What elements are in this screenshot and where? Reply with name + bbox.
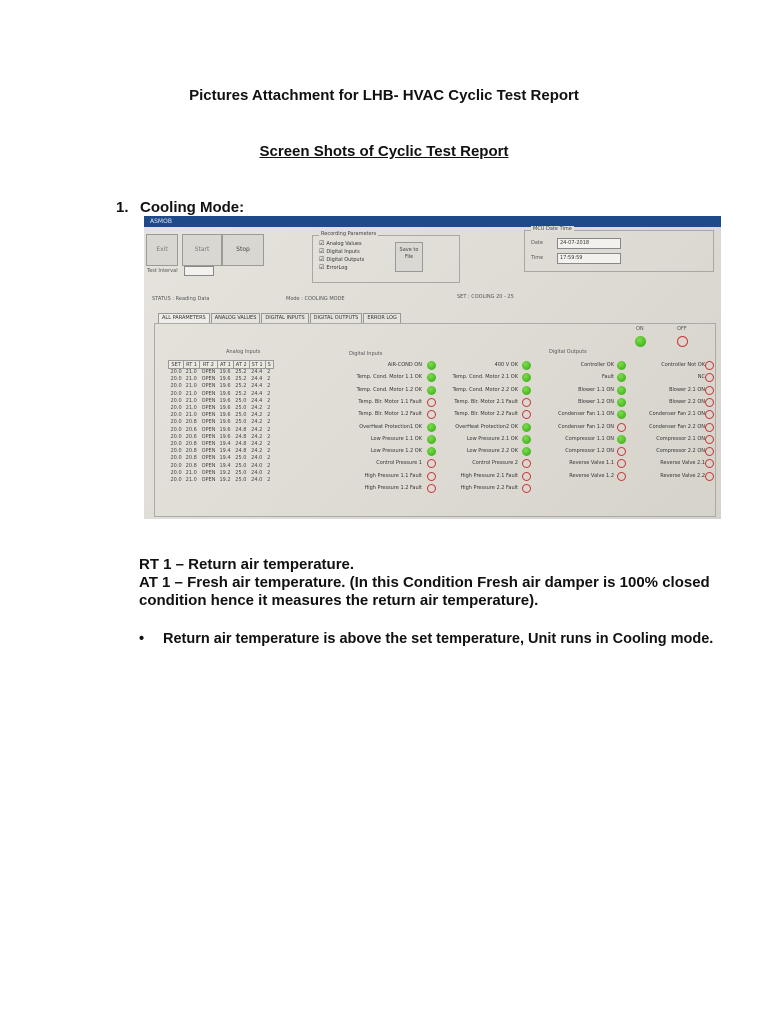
digital-outputs-label: Compressor 2.2 ON [656,448,705,455]
table-cell: 20.8 [185,455,197,462]
table-cell: 2 [267,405,271,412]
table-cell: 24.2 [251,412,263,419]
analog-header-6: S [265,361,273,369]
table-row [169,383,274,390]
table-cell: 24.4 [251,390,263,397]
status-indicator-icon [522,484,531,493]
table-cell: 19.6 [219,390,231,397]
legend-on-label: ON [636,326,644,332]
table-cell: 24.2 [251,405,263,412]
mode-text: Mode : COOLING MODE [286,296,345,302]
tab-all-parameters[interactable]: ALL PARAMETERS [158,313,210,323]
digital-inputs-label: OverHeat Protection1 OK [359,423,422,430]
digital-inputs-label: AIR-COND ON [387,362,422,368]
table-cell: OPEN [201,440,216,447]
tab-analog-values[interactable]: ANALOG VALUES [211,313,261,323]
analog-inputs-table [168,360,274,484]
table-cell: 20.8 [185,440,197,447]
table-cell: 25.2 [235,390,247,397]
table-cell: 25.0 [235,462,247,469]
table-cell: 25.0 [235,405,247,412]
digital-inputs-label: 400 V OK [494,362,518,368]
test-interval-label: Test Interval [147,268,178,274]
digital-inputs-label: Temp. Cond. Motor 2.1 OK [452,374,518,381]
table-cell: 2 [267,419,271,426]
digital-inputs-label: Low Pressure 1.2 OK [370,448,422,455]
table-cell: 20.0 [170,455,182,462]
table-row [169,376,274,383]
status-indicator-icon [522,398,531,407]
status-indicator-icon [522,423,531,432]
table-cell: 19.6 [219,419,231,426]
time-field[interactable]: 17:59:59 [557,253,621,264]
status-indicator-icon [617,472,626,481]
table-cell: 24.4 [251,397,263,404]
table-cell: 24.0 [251,476,263,483]
table-cell: OPEN [201,469,216,476]
table-cell: 20.0 [170,426,182,433]
table-row [169,455,274,462]
digital-outputs-label: NC [697,374,705,381]
option-analog-values[interactable]: ☑ Analog Values [319,240,364,248]
table-row [169,405,274,412]
option-digital-inputs[interactable]: ☑ Digital Inputs [319,248,364,256]
time-label: Time [531,255,544,261]
set-text: SET : COOLING 20 - 25 [457,294,514,300]
digital-outputs-label: Blower 1.1 ON [578,386,614,393]
table-cell: 24.8 [235,426,247,433]
table-cell: 2 [267,455,271,462]
digital-inputs-label: Temp. Cond. Motor 2.2 OK [452,386,518,393]
status-indicator-icon [617,398,626,407]
table-cell: 20.0 [170,412,182,419]
bullet-marker: • [139,631,145,647]
table-cell: 19.6 [219,426,231,433]
status-indicator-icon [705,361,714,370]
digital-inputs-label: Low Pressure 2.1 OK [466,435,518,442]
status-indicator-icon [427,423,436,432]
table-row [169,441,274,448]
status-indicator-icon [427,484,436,493]
table-cell: OPEN [201,433,216,440]
table-row [169,470,274,477]
status-indicator-icon [705,435,714,444]
digital-outputs-label: Condenser Fan 2.1 ON [649,411,705,418]
status-indicator-icon [427,435,436,444]
tab-bar [158,313,402,323]
recording-parameters-group [312,231,460,283]
table-cell: 19.6 [219,405,231,412]
tab-digital-outputs[interactable]: DIGITAL OUTPUTS [310,313,363,323]
table-cell: 24.4 [251,376,263,383]
digital-inputs-label: Control Pressure 1 [376,460,422,467]
table-cell: 21.0 [185,412,197,419]
table-cell: 20.0 [170,419,182,426]
table-cell: 24.2 [251,426,263,433]
table-cell: 21.0 [185,405,197,412]
table-cell: 25.2 [235,376,247,383]
option-errorlog[interactable]: ☑ ErrorLog [319,264,364,272]
tab-digital-inputs[interactable]: DIGITAL INPUTS [261,313,308,323]
table-cell: 24.4 [251,369,263,376]
table-cell: 19.2 [219,469,231,476]
table-row [169,427,274,434]
analog-header-1: RT 1 [184,361,200,369]
start-button[interactable]: Start [182,234,222,266]
section-number: 1. [116,199,129,216]
digital-outputs-label: Controller OK [580,362,614,368]
table-cell: 21.0 [185,369,197,376]
table-cell: 25.0 [235,412,247,419]
mcu-datetime-group [524,226,714,272]
table-row [169,434,274,441]
table-cell: 24.8 [235,433,247,440]
table-cell: 2 [267,376,271,383]
table-cell: 20.0 [170,476,182,483]
table-cell: OPEN [201,405,216,412]
digital-outputs-label: Reverse Valve 2.2 [660,472,705,479]
table-cell: 19.6 [219,397,231,404]
table-row [169,398,274,405]
table-cell: OPEN [201,419,216,426]
section-heading [116,199,244,216]
digital-outputs-label: Blower 2.2 ON [669,398,705,405]
analog-header-0: SET [169,361,184,369]
table-row [169,462,274,469]
table-cell: 2 [267,369,271,376]
digital-outputs-label: Controller Not OK [661,362,705,368]
tab-error-log[interactable]: ERROR LOG [363,313,401,323]
legend-off-led [677,336,688,347]
digital-outputs-label: Compressor 2.1 ON [656,435,705,442]
digital-inputs-label: OverHeat Protection2 OK [455,423,518,430]
table-cell: 25.0 [235,419,247,426]
digital-outputs-label: Reverse Valve 1.1 [569,460,614,467]
table-cell: 20.0 [170,440,182,447]
table-cell: 19.6 [219,376,231,383]
table-cell: OPEN [201,369,216,376]
table-cell: 19.4 [219,448,231,455]
table-cell: 2 [267,476,271,483]
page-subtitle: Screen Shots of Cyclic Test Report [259,143,509,160]
definition-rt1: RT 1 – Return air temperature. [139,556,355,573]
table-cell: OPEN [201,462,216,469]
status-indicator-icon [617,435,626,444]
table-cell: 25.2 [235,383,247,390]
status-text: STATUS : Reading Data [152,296,210,302]
table-cell: 24.8 [235,448,247,455]
digital-outputs-label: Blower 2.1 ON [669,386,705,393]
table-cell: OPEN [201,448,216,455]
window-titlebar: ASMOB [144,216,721,227]
stop-button[interactable]: Stop [222,234,264,266]
status-indicator-icon [705,398,714,407]
exit-button[interactable]: Exit [146,234,178,266]
table-cell: 19.2 [219,476,231,483]
status-indicator-icon [705,472,714,481]
status-indicator-icon [427,398,436,407]
table-cell: 20.8 [185,419,197,426]
mcu-datetime-legend: MCU Date Time [533,226,572,232]
table-cell: 19.4 [219,462,231,469]
analog-header-4: AT 2 [233,361,249,369]
digital-outputs-label: Blower 1.2 ON [578,398,614,405]
table-cell: 24.4 [251,383,263,390]
digital-inputs-label: Temp. Cond. Motor 1.1 OK [356,374,422,381]
table-cell: 2 [267,433,271,440]
table-cell: 2 [267,469,271,476]
table-row [169,477,274,484]
section-label: Cooling Mode: [140,199,245,216]
digital-outputs-title: Digital Outputs [549,349,587,355]
table-cell: OPEN [201,383,216,390]
status-indicator-icon [522,472,531,481]
table-cell: 2 [267,383,271,390]
legend-off-label: OFF [677,326,687,332]
status-indicator-icon [705,423,714,432]
table-cell: 24.2 [251,440,263,447]
digital-outputs-label: Condenser Fan 1.2 ON [558,423,614,430]
table-cell: 2 [267,440,271,447]
table-cell: 20.0 [170,390,182,397]
status-indicator-icon [522,435,531,444]
analog-header-5: ST 1 [249,361,265,369]
digital-inputs-label: Low Pressure 1.1 OK [370,435,422,442]
legend-on-led [635,336,646,347]
table-cell: 20.0 [170,433,182,440]
digital-inputs-label: High Pressure 2.2 Fault [460,485,518,491]
table-cell: 24.2 [251,433,263,440]
bullet-text: Return air temperature is above the set temperature, Unit runs in Cooling mode. [163,631,714,647]
analog-header-3: AT 1 [217,361,233,369]
digital-inputs-label: Temp. Blr. Motor 2.2 Fault [454,411,518,418]
table-cell: 24.8 [235,440,247,447]
table-cell: OPEN [201,476,216,483]
table-cell: 19.6 [219,383,231,390]
digital-inputs-label: High Pressure 2.1 Fault [460,472,518,479]
table-cell: 2 [267,397,271,404]
table-cell: 21.0 [185,469,197,476]
date-label: Date [531,240,543,246]
status-indicator-icon [427,361,436,370]
table-cell: 19.4 [219,455,231,462]
table-cell: 24.0 [251,469,263,476]
table-cell: 25.0 [235,476,247,483]
digital-inputs-label: Temp. Blr. Motor 1.2 Fault [358,411,422,418]
option-digital-outputs[interactable]: ☑ Digital Outputs [319,256,364,264]
table-cell: OPEN [201,397,216,404]
status-indicator-icon [522,361,531,370]
table-cell: 25.2 [235,369,247,376]
table-cell: 20.0 [170,369,182,376]
table-cell: 20.0 [170,469,182,476]
table-cell: 24.2 [251,419,263,426]
date-field[interactable]: 24-07-2018 [557,238,621,249]
table-cell: 19.6 [219,433,231,440]
digital-outputs-label: Reverse Valve 1.2 [569,472,614,479]
table-cell: 20.0 [170,448,182,455]
table-cell: 21.0 [185,476,197,483]
digital-outputs-label: Condenser Fan 2.2 ON [649,423,705,430]
digital-inputs-label: High Pressure 1.2 Fault [364,485,422,491]
analog-inputs-title: Analog Inputs [226,349,261,355]
table-cell: 2 [267,426,271,433]
digital-inputs-label: Control Pressure 2 [472,460,518,467]
digital-outputs-label: Fault [602,374,614,381]
table-cell: 24.0 [251,462,263,469]
screen-photo [144,216,721,519]
status-indicator-icon [617,423,626,432]
table-cell: 21.0 [185,397,197,404]
table-cell: 20.0 [170,376,182,383]
table-cell: 20.0 [170,397,182,404]
digital-inputs-label: Temp. Blr. Motor 1.1 Fault [358,398,422,405]
analog-header-2: RT 2 [200,361,218,369]
digital-inputs-label: Temp. Cond. Motor 1.2 OK [356,386,422,393]
table-cell: 24.2 [251,448,263,455]
definition-at1-cont: condition hence it measures the return air temperature). [139,592,539,609]
table-cell: OPEN [201,426,216,433]
table-row [169,391,274,398]
status-indicator-icon [705,386,714,395]
table-cell: 19.4 [219,440,231,447]
status-indicator-icon [427,472,436,481]
digital-inputs-label: Low Pressure 2.2 OK [466,448,518,455]
status-indicator-icon [617,361,626,370]
recording-parameters-legend: Recording Parameters [321,231,377,237]
table-cell: OPEN [201,455,216,462]
save-to-file-button[interactable]: Save to File [395,242,423,272]
table-cell: 24.0 [251,455,263,462]
digital-outputs-label: Compressor 1.2 ON [565,448,614,455]
table-cell: 25.0 [235,469,247,476]
page-title: Pictures Attachment for LHB- HVAC Cyclic Test Report [189,87,579,104]
table-cell: 20.8 [185,448,197,455]
table-row [169,448,274,455]
table-cell: 25.0 [235,397,247,404]
table-cell: 21.0 [185,376,197,383]
definition-at1: AT 1 – Fresh air temperature. (In this Condition Fresh air damper is 100% closed [139,574,710,591]
table-row [169,412,274,419]
table-cell: 21.0 [185,383,197,390]
table-cell: OPEN [201,376,216,383]
status-indicator-icon [617,386,626,395]
digital-inputs-title: Digital Inputs [349,351,383,357]
status-indicator-icon [427,386,436,395]
table-cell: 20.0 [170,462,182,469]
table-cell: 2 [267,448,271,455]
table-cell: 20.6 [185,426,197,433]
table-cell: 2 [267,390,271,397]
test-interval-input[interactable] [184,266,214,276]
status-indicator-icon [522,386,531,395]
digital-outputs-label: Condenser Fan 1.1 ON [558,411,614,418]
table-cell: 2 [267,412,271,419]
digital-inputs-label: Temp. Blr. Motor 2.1 Fault [454,398,518,405]
table-cell: 20.0 [170,383,182,390]
table-row [169,419,274,426]
table-cell: 25.0 [235,455,247,462]
table-row [169,369,274,377]
table-cell: OPEN [201,412,216,419]
table-cell: 19.6 [219,412,231,419]
table-cell: 19.6 [219,369,231,376]
table-cell: OPEN [201,390,216,397]
table-cell: 20.0 [170,405,182,412]
digital-outputs-label: Reverse Valve 2.1 [660,460,705,467]
table-cell: 2 [267,462,271,469]
table-cell: 20.6 [185,433,197,440]
table-cell: 21.0 [185,390,197,397]
digital-inputs-label: High Pressure 1.1 Fault [364,472,422,479]
digital-outputs-label: Compressor 1.1 ON [565,435,614,442]
table-cell: 20.8 [185,462,197,469]
